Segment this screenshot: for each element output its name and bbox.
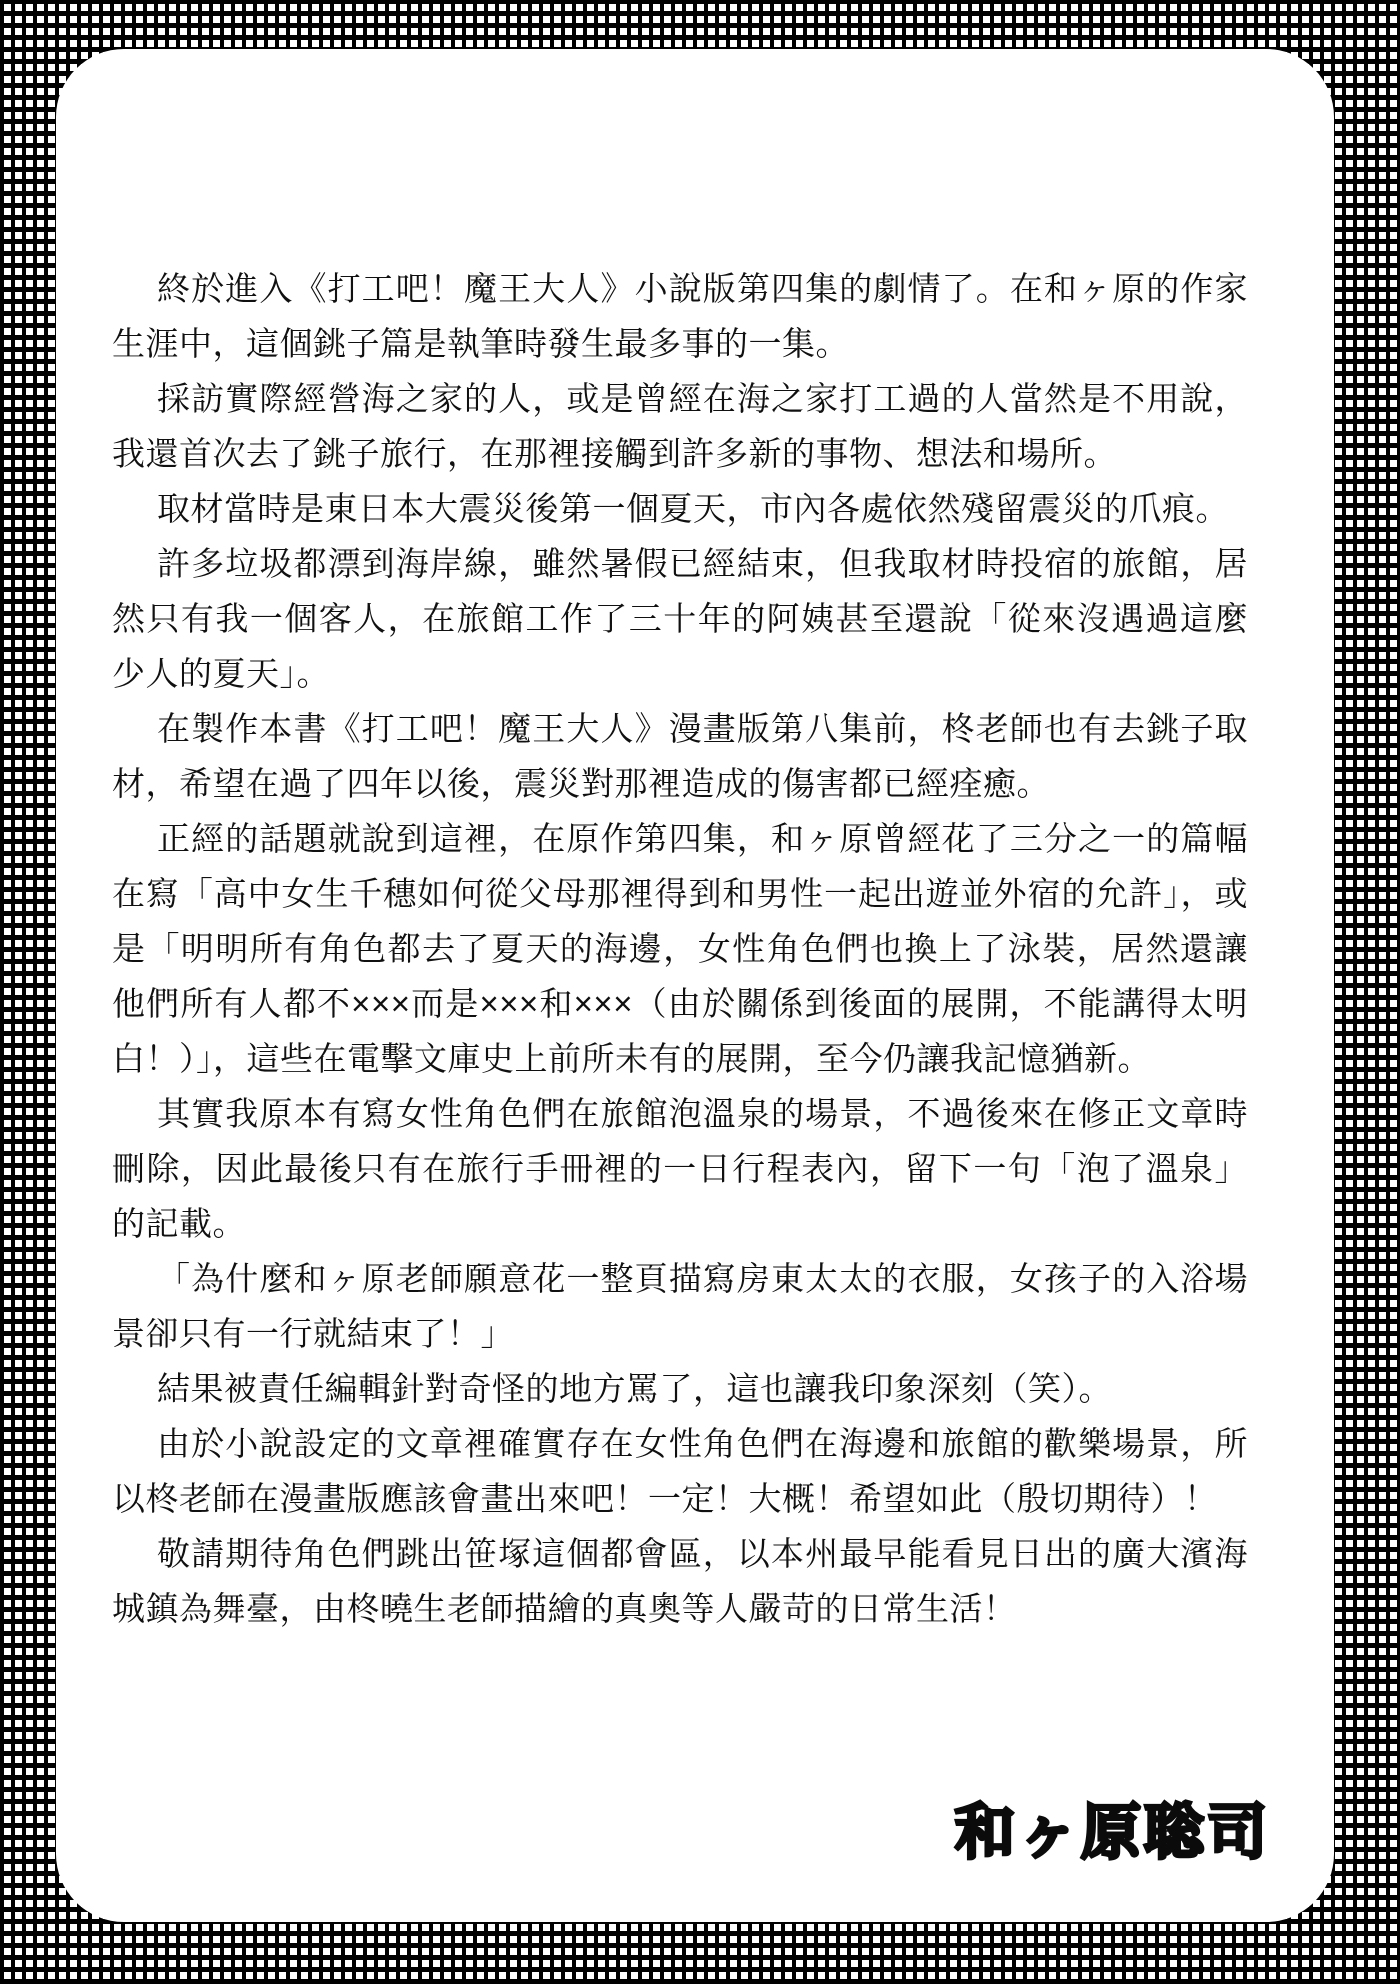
author-signature: 和ヶ原聡司 — [955, 1799, 1270, 1866]
paragraph: 其實我原本有寫女性角色們在旅館泡溫泉的場景，不過後來在修正文章時刪除，因此最後只有在旅行手冊裡的一日行程表內，留下一句「泡了溫泉」的記載。 — [112, 1095, 1248, 1242]
afterword-text — [112, 261, 1248, 1636]
paragraph: 採訪實際經營海之家的人，或是曾經在海之家打工過的人當然是不用說，我還首次去了銚子旅行，在那裡接觸到許多新的事物、想法和場所。 — [112, 380, 1248, 472]
paragraph: 正經的話題就說到這裡，在原作第四集，和ヶ原曾經花了三分之一的篇幅在寫「高中女生千穗如何從父母那裡得到和男性一起出遊並外宿的允許」，或是「明明所有角色都去了夏天的海邊，女性角色們也換上了泳裝，居然還讓他們所有人都不×××而是×××和×××（由於關係到後面的展開，不能講得太明白！）」，這些在電擊文庫史上前所未有的展開，至今仍讓我記憶猶新。 — [112, 820, 1248, 1077]
paragraph: 「為什麼和ヶ原老師願意花一整頁描寫房東太太的衣服，女孩子的入浴場景卻只有一行就結束了！」 — [112, 1260, 1248, 1352]
page-paper — [56, 49, 1334, 1922]
paragraph: 結果被責任編輯針對奇怪的地方罵了，這也讓我印象深刻（笑）。 — [157, 1370, 1112, 1407]
paragraph: 由於小說設定的文章裡確實存在女性角色們在海邊和旅館的歡樂場景，所以柊老師在漫畫版應該會畫出來吧！一定！大概！希望如此（殷切期待）！ — [112, 1425, 1248, 1517]
paragraph: 取材當時是東日本大震災後第一個夏天，市內各處依然殘留震災的爪痕。 — [157, 490, 1229, 527]
paragraph: 許多垃圾都漂到海岸線，雖然暑假已經結束，但我取材時投宿的旅館，居然只有我一個客人，在旅館工作了三十年的阿姨甚至還說「從來沒遇過這麼少人的夏天」。 — [112, 545, 1248, 692]
paragraph: 在製作本書《打工吧！魔王大人》漫畫版第八集前，柊老師也有去銚子取材，希望在過了四年以後，震災對那裡造成的傷害都已經痊癒。 — [112, 710, 1248, 802]
paragraph: 終於進入《打工吧！魔王大人》小說版第四集的劇情了。在和ヶ原的作家生涯中，這個銚子篇是執筆時發生最多事的一集。 — [112, 270, 1248, 362]
paragraph: 敬請期待角色們跳出笹塚這個都會區，以本州最早能看見日出的廣大濱海城鎮為舞臺，由柊曉生老師描繪的真奧等人嚴苛的日常生活！ — [112, 1535, 1248, 1627]
